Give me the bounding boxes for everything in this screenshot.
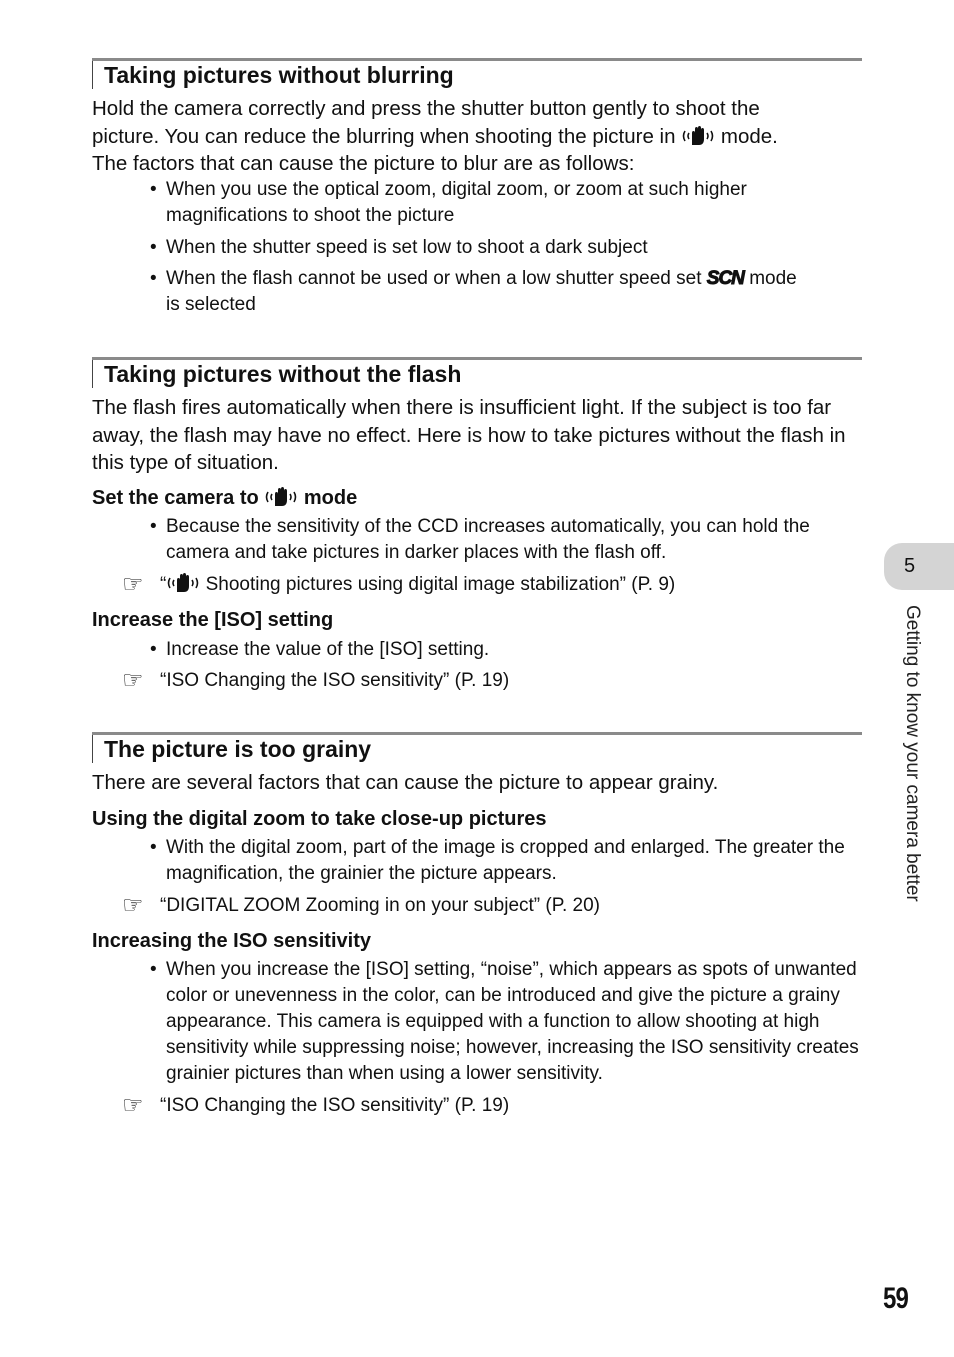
list-item xyxy=(150,957,862,1087)
list-item xyxy=(150,177,862,229)
pointing-hand-icon: ☞ xyxy=(122,667,144,694)
text-span: is selected xyxy=(166,294,256,315)
text-span: “ xyxy=(160,574,167,595)
text-span: Shooting pictures using digital image stabilization” (P. 9) xyxy=(205,574,676,595)
scn-mode-icon: SCN xyxy=(706,268,744,289)
text-line xyxy=(92,123,862,151)
chapter-tab xyxy=(884,543,954,590)
subheading: Increase the [ISO] setting xyxy=(92,609,334,631)
list-item-text: Increase the value of the [ISO] setting. xyxy=(166,639,490,660)
hand-shake-icon xyxy=(166,572,200,594)
pointing-hand-icon: ☞ xyxy=(122,571,144,598)
subheading xyxy=(92,485,357,511)
text-span: mode xyxy=(303,487,358,509)
list-item-text: When you use the optical zoom, digital zoom, or zoom at such higher magnifications to shoot the picture xyxy=(166,179,747,226)
section-title: Taking pictures without blurring xyxy=(104,62,454,88)
chapter-title: Getting to know your camera better xyxy=(902,605,923,902)
section-header-flash xyxy=(92,357,862,387)
text-line: Hold the camera correctly and press the shutter button gently to shoot the xyxy=(92,97,760,120)
list-item-text: With the digital zoom, part of the image is cropped and enlarged. The greater the magnification, the grainier the picture appears. xyxy=(166,837,845,884)
bullet: • xyxy=(150,959,157,980)
text-span: mode xyxy=(749,268,797,289)
text-span: When the flash cannot be used or when a low shutter speed set xyxy=(166,268,702,289)
section-header-blurring xyxy=(92,58,862,88)
list-item-text: Because the sensitivity of the CCD increases automatically, you can hold the camera and take pictures in darker places with the flash off. xyxy=(166,516,810,563)
pointing-hand-icon: ☞ xyxy=(122,1092,144,1119)
hand-shake-icon xyxy=(681,125,715,147)
bullet: • xyxy=(150,516,157,537)
list-item xyxy=(150,235,862,261)
bullet: • xyxy=(150,237,157,258)
cross-reference xyxy=(122,1093,509,1119)
page-number: 59 xyxy=(883,1282,909,1315)
list-item-text: When the shutter speed is set low to shoot a dark subject xyxy=(166,237,648,258)
text-span: “ISO Changing the ISO sensitivity” (P. 19) xyxy=(160,1095,510,1116)
list-item xyxy=(150,266,862,318)
bullet: • xyxy=(150,268,157,289)
text-span: “ISO Changing the ISO sensitivity” (P. 19) xyxy=(160,670,510,691)
subheading: Increasing the ISO sensitivity xyxy=(92,930,371,952)
section-header-grainy xyxy=(92,732,862,762)
text-span: mode. xyxy=(720,124,778,148)
list-item xyxy=(150,514,862,566)
text-line: The factors that can cause the picture to blur are as follows: xyxy=(92,152,635,175)
cross-reference xyxy=(122,668,509,694)
paragraph: There are several factors that can cause the picture to appear grainy. xyxy=(92,771,719,794)
bullet: • xyxy=(150,837,157,858)
list-item xyxy=(150,637,862,663)
paragraph xyxy=(92,95,862,178)
paragraph: The flash fires automatically when there is insufficient light. If the subject is too far away, the flash may have no effect. Here is how to take pictures without the flash in this type of situation. xyxy=(92,396,846,474)
chapter-number: 5 xyxy=(904,555,916,577)
list-item-text xyxy=(166,266,862,318)
section-title: Taking pictures without the flash xyxy=(104,361,462,387)
hand-shake-icon xyxy=(264,486,298,508)
cross-reference xyxy=(122,572,675,598)
subheading: Using the digital zoom to take close-up pictures xyxy=(92,808,547,830)
bullet: • xyxy=(150,179,157,200)
text-span: Set the camera to xyxy=(92,487,259,509)
cross-reference xyxy=(122,893,600,919)
list-item xyxy=(150,835,862,887)
list-item-text: When you increase the [ISO] setting, “noise”, which appears as spots of unwanted color or unevenness in the color, can be introduced and give the picture a grainy appearance. This camera is equipped with a function to allow shooting at high sensitivity while suppressing noise; however, increasing the ISO sensitivity creates grainier pictures than when using a lower sensitivity. xyxy=(166,959,859,1084)
text-span: picture. You can reduce the blurring when shooting the picture in xyxy=(92,124,676,148)
bullet: • xyxy=(150,639,157,660)
section-title: The picture is too grainy xyxy=(104,736,372,762)
pointing-hand-icon: ☞ xyxy=(122,892,144,919)
text-span: “DIGITAL ZOOM Zooming in on your subject” (P. 20) xyxy=(160,895,600,916)
